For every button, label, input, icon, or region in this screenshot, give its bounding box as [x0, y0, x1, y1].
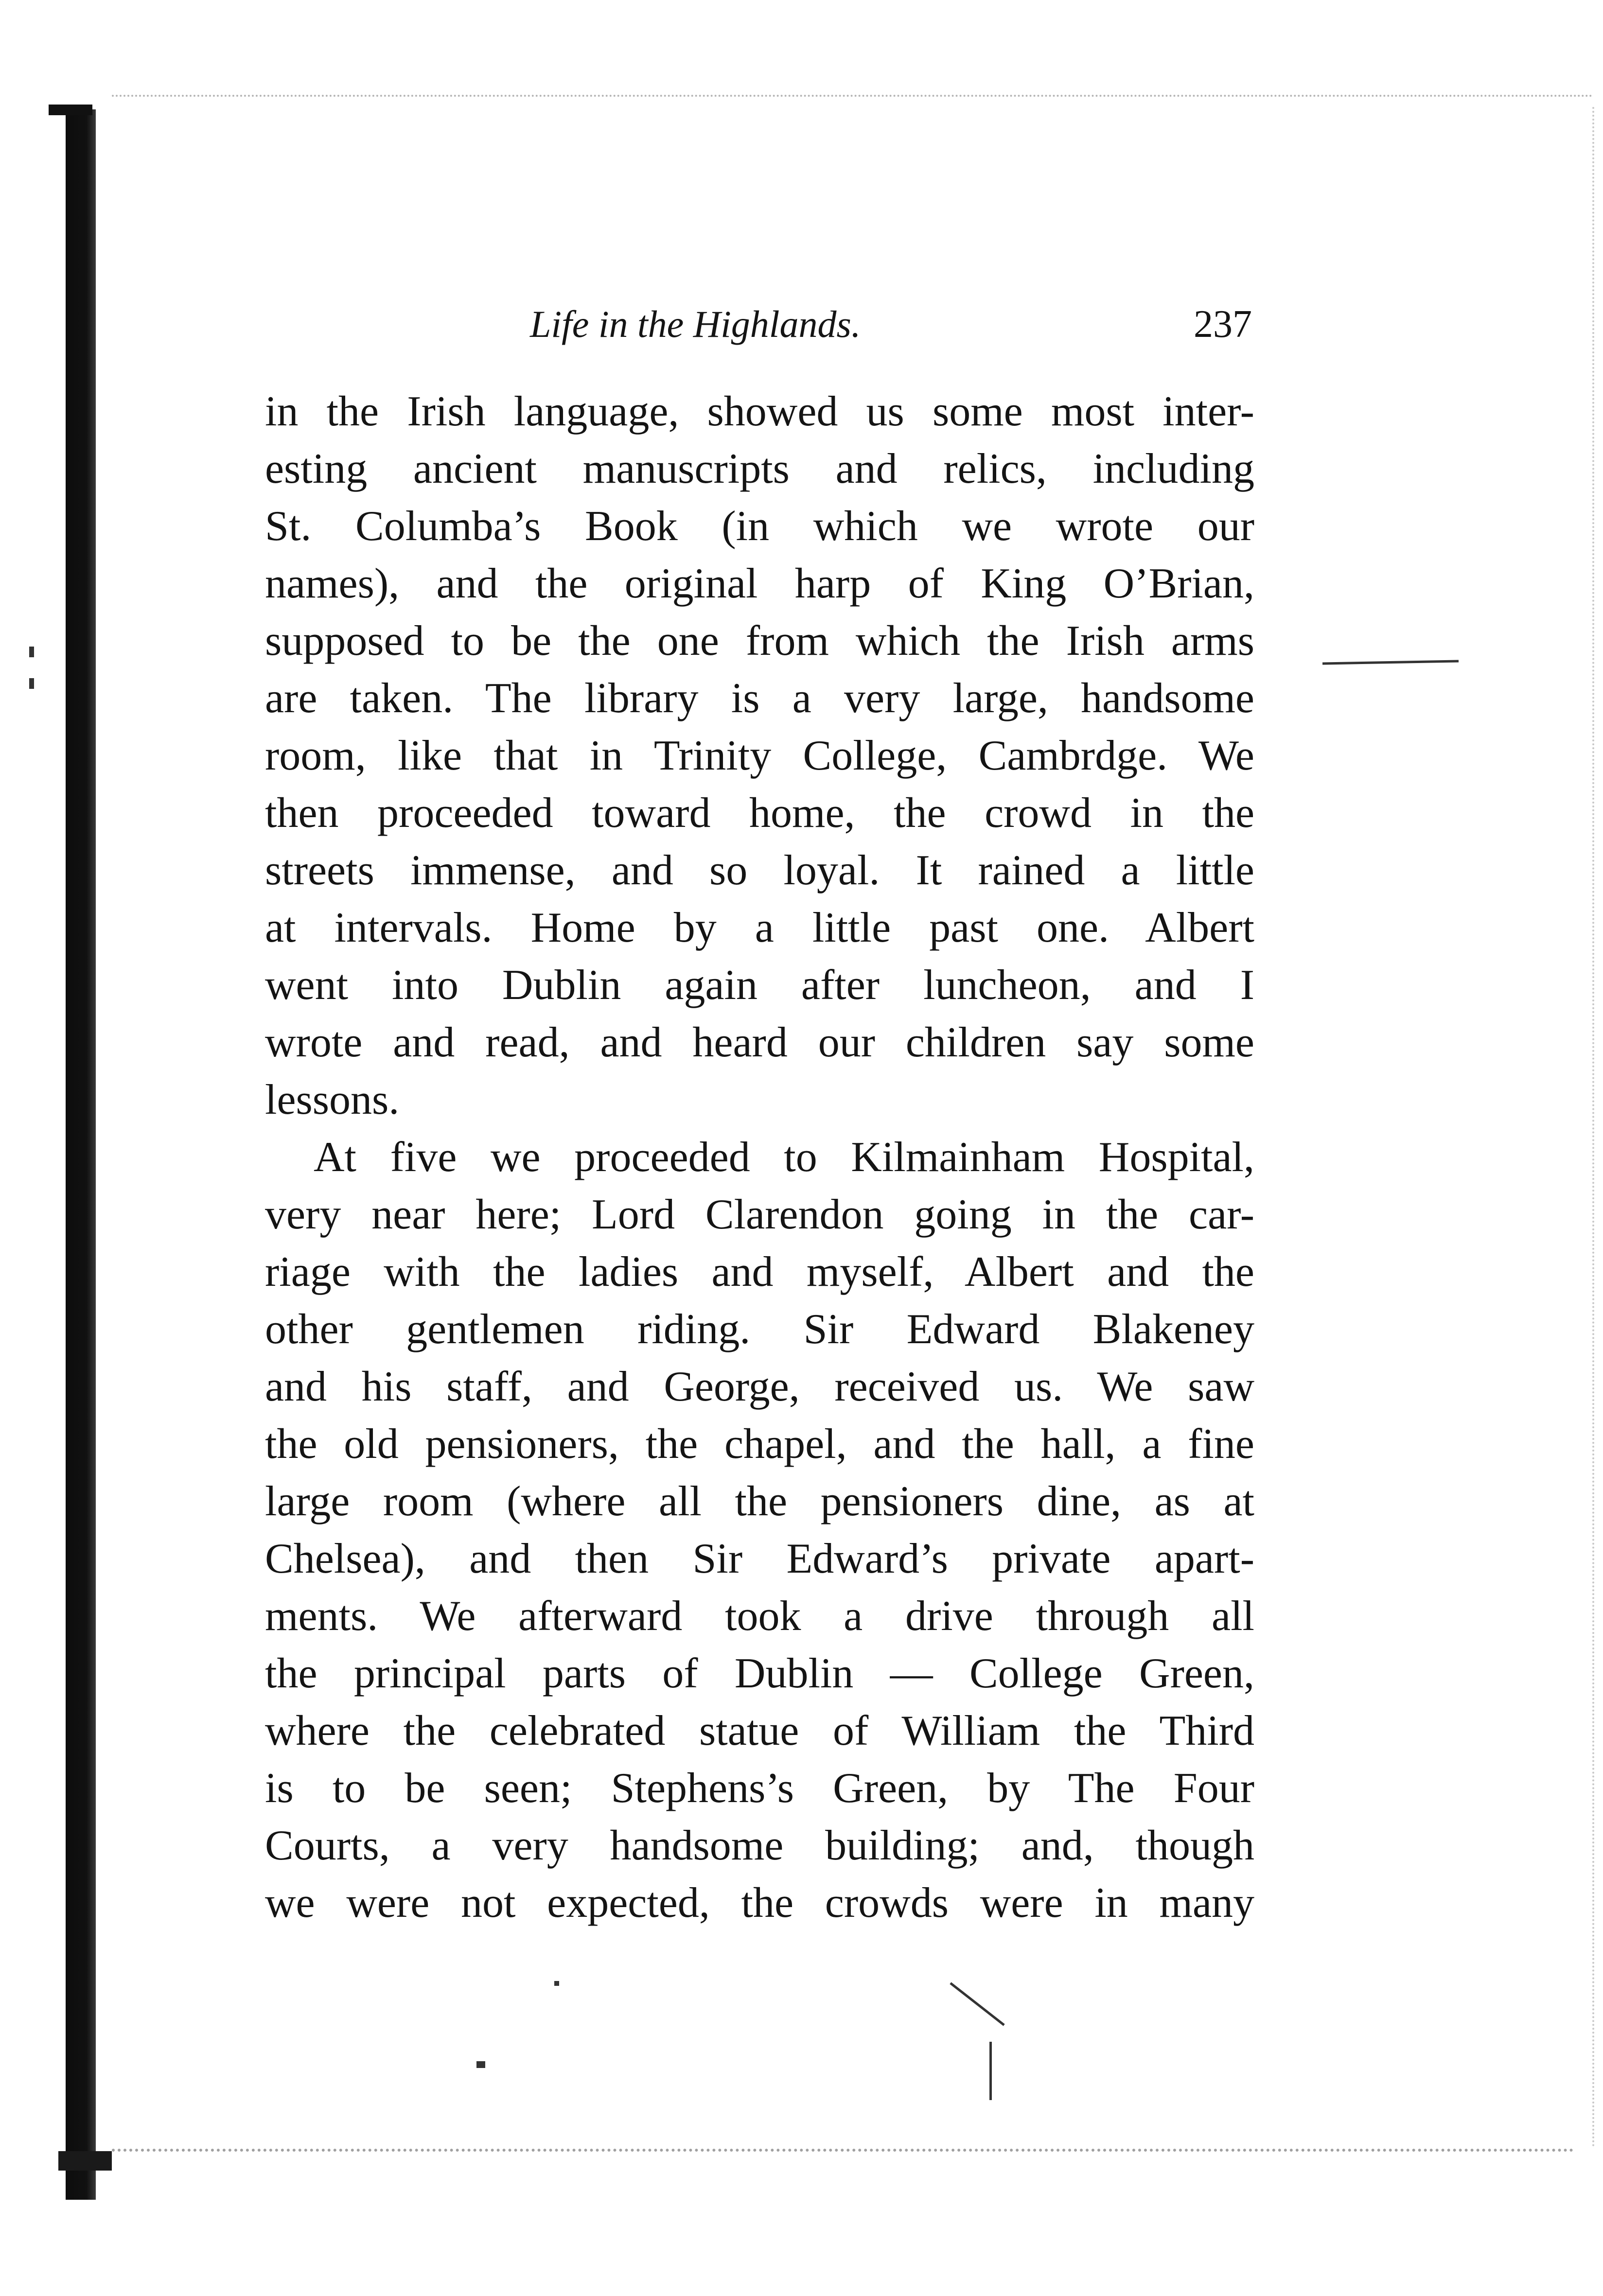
text-line: esting ancient manuscripts and relics, including	[265, 445, 1254, 492]
page-number: 237	[1194, 303, 1252, 346]
text-line: Courts, a very handsome building; and, though	[265, 1822, 1254, 1869]
text-line: supposed to be the one from which the Irish arms	[265, 617, 1254, 665]
text-line: very near here; Lord Clarendon going in the car-	[265, 1191, 1254, 1238]
text-line: at intervals. Home by a little past one. Albert	[265, 904, 1254, 951]
scan-stroke	[950, 1982, 1004, 2026]
text-line: At five we proceeded to Kilmainham Hospital,	[314, 1134, 1254, 1181]
text-line: went into Dublin again after luncheon, and I	[265, 962, 1254, 1009]
scan-dot	[476, 2061, 485, 2068]
page-header	[265, 298, 1252, 356]
text-line: names), and the original harp of King O’Brian,	[265, 560, 1254, 607]
text-line: and his staff, and George, received us. We saw	[265, 1363, 1254, 1410]
text-line: ments. We afterward took a drive through all	[265, 1593, 1254, 1640]
text-line: streets immense, and so loyal. It rained a little	[265, 847, 1254, 894]
text-line: room, like that in Trinity College, Cambrdge. We	[265, 732, 1254, 779]
text-line: are taken. The library is a very large, handsome	[265, 675, 1254, 722]
text-line: then proceeded toward home, the crowd in the	[265, 789, 1254, 837]
bottom-page-edge	[112, 2149, 1574, 2156]
text-line: where the celebrated statue of William the Third	[265, 1707, 1254, 1754]
text-line: the principal parts of Dublin — College Green,	[265, 1650, 1254, 1697]
text-line: other gentlemen riding. Sir Edward Blakeney	[265, 1306, 1254, 1353]
text-line: we were not expected, the crowds were in many	[265, 1879, 1254, 1927]
book-spine-shadow	[66, 109, 96, 2200]
running-title: Life in the Highlands.	[530, 303, 861, 345]
spine-edge-mark	[49, 105, 92, 115]
body-text	[265, 383, 1254, 1932]
scan-stroke	[989, 2042, 992, 2100]
text-line: lessons.	[265, 1076, 400, 1123]
text-line: wrote and read, and heard our children say some	[265, 1019, 1254, 1066]
text-line: St. Columba’s Book (in which we wrote our	[265, 503, 1254, 550]
text-line: riage with the ladies and myself, Albert and the	[265, 1248, 1254, 1296]
scan-dot	[29, 647, 34, 657]
right-page-edge	[1589, 107, 1594, 2149]
text-line: is to be seen; Stephens’s Green, by The Four	[265, 1765, 1254, 1812]
scan-stroke	[1322, 660, 1459, 665]
text-line: large room (where all the pensioners dine, as at	[265, 1478, 1254, 1525]
text-line: Chelsea), and then Sir Edward’s private apart-	[265, 1535, 1254, 1582]
text-line: in the Irish language, showed us some most inter-	[265, 388, 1254, 435]
scan-dot	[29, 678, 34, 689]
top-page-edge	[112, 95, 1593, 101]
scan-dot	[554, 1981, 559, 1986]
text-line: the old pensioners, the chapel, and the hall, a fine	[265, 1420, 1254, 1468]
spine-foot-mark	[58, 2151, 112, 2171]
